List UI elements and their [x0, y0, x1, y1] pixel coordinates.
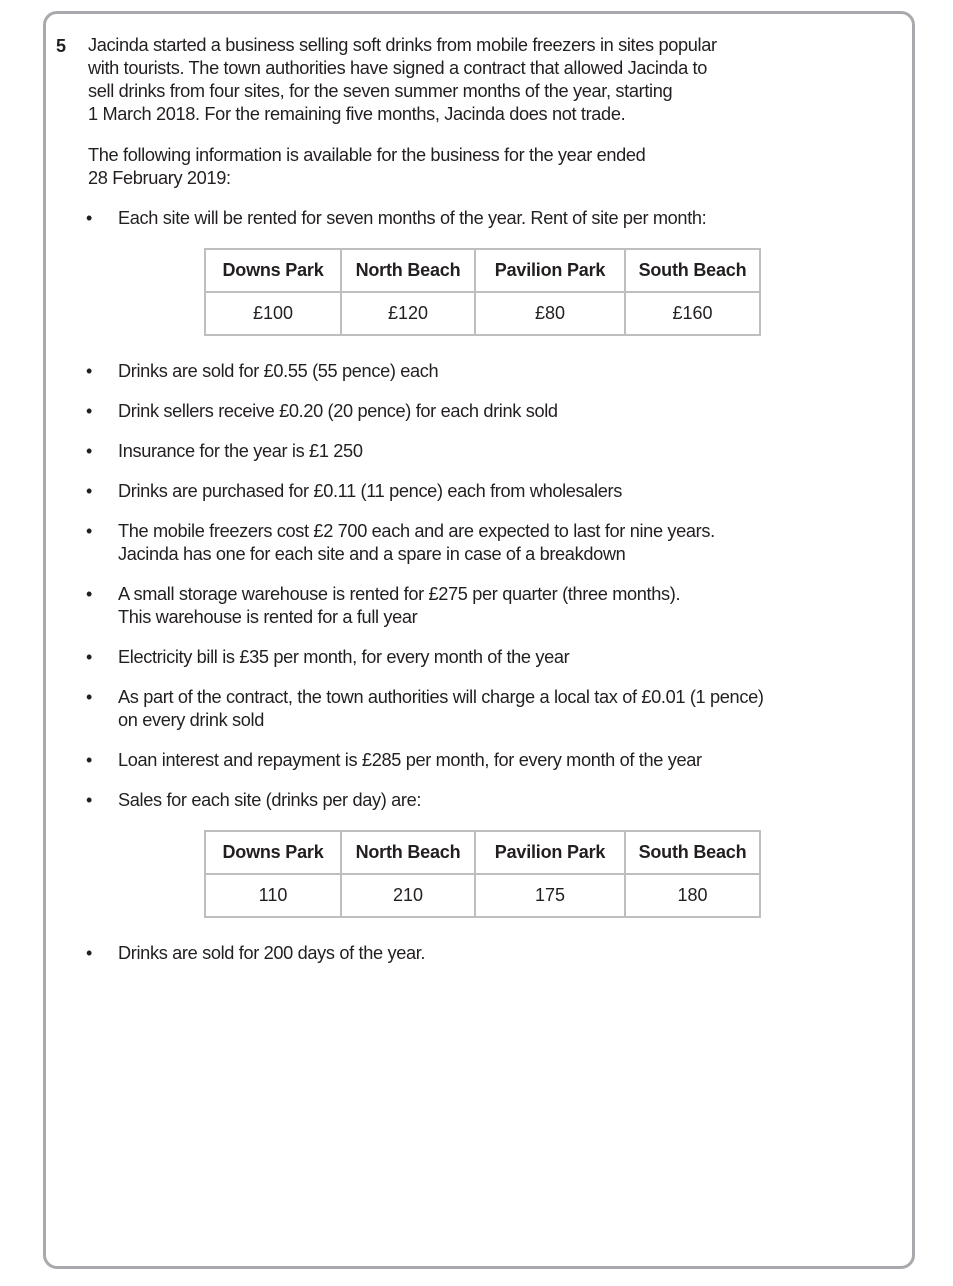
sales-header-pavilion-park: Pavilion Park	[475, 831, 625, 874]
rent-value-downs-park: £100	[205, 292, 341, 335]
bullet-marker: •	[86, 647, 93, 667]
bullet-freezers-line-2: Jacinda has one for each site and a spare in case of a breakdown	[118, 544, 626, 564]
bullet-marker: •	[86, 687, 93, 707]
info-line-2: 28 February 2019:	[88, 168, 231, 188]
rent-table	[204, 248, 761, 336]
sales-header-north-beach: North Beach	[341, 831, 475, 874]
intro-line-3: sell drinks from four sites, for the seven summer months of the year, starting	[88, 81, 673, 101]
bullet-electricity: Electricity bill is £35 per month, for every month of the year	[118, 647, 570, 667]
sales-table	[204, 830, 761, 918]
bullet-marker: •	[86, 943, 93, 963]
bullet-freezers-line-1: The mobile freezers cost £2 700 each and are expected to last for nine years.	[118, 521, 715, 541]
bullet-marker: •	[86, 481, 93, 501]
sales-table-value-row	[205, 874, 760, 917]
sales-value-north-beach: 210	[341, 874, 475, 917]
bullet-insurance: Insurance for the year is £1 250	[118, 441, 363, 461]
rent-table-value-row	[205, 292, 760, 335]
bullet-local-tax-line-2: on every drink sold	[118, 710, 264, 730]
sales-value-pavilion-park: 175	[475, 874, 625, 917]
rent-value-pavilion-park: £80	[475, 292, 625, 335]
rent-header-pavilion-park: Pavilion Park	[475, 249, 625, 292]
bullet-marker: •	[86, 441, 93, 461]
bullet-loan: Loan interest and repayment is £285 per month, for every month of the year	[118, 750, 702, 770]
info-line-1: The following information is available for the business for the year ended	[88, 145, 646, 165]
intro-line-2: with tourists. The town authorities have signed a contract that allowed Jacinda to	[88, 58, 708, 78]
bullet-warehouse-line-1: A small storage warehouse is rented for £275 per quarter (three months).	[118, 584, 681, 604]
sales-value-downs-park: 110	[205, 874, 341, 917]
bullet-marker: •	[86, 361, 93, 381]
intro-line-4: 1 March 2018. For the remaining five months, Jacinda does not trade.	[88, 104, 626, 124]
rent-table-header-row	[205, 249, 760, 292]
bullet-marker: •	[86, 521, 93, 541]
bullet-rent-per-month: Each site will be rented for seven months of the year. Rent of site per month:	[118, 208, 707, 228]
question-number: 5	[56, 36, 67, 56]
sales-header-south-beach: South Beach	[625, 831, 760, 874]
bullet-sale-price: Drinks are sold for £0.55 (55 pence) each	[118, 361, 439, 381]
bullet-seller-commission: Drink sellers receive £0.20 (20 pence) for each drink sold	[118, 401, 558, 421]
bullet-marker: •	[86, 750, 93, 770]
bullet-marker: •	[86, 584, 93, 604]
rent-header-south-beach: South Beach	[625, 249, 760, 292]
rent-header-downs-park: Downs Park	[205, 249, 341, 292]
rent-value-south-beach: £160	[625, 292, 760, 335]
bullet-purchase-cost: Drinks are purchased for £0.11 (11 pence) each from wholesalers	[118, 481, 622, 501]
bullet-warehouse-line-2: This warehouse is rented for a full year	[118, 607, 418, 627]
sales-value-south-beach: 180	[625, 874, 760, 917]
rent-value-north-beach: £120	[341, 292, 475, 335]
intro-line-1: Jacinda started a business selling soft drinks from mobile freezers in sites popular	[88, 35, 717, 55]
bullet-trading-days: Drinks are sold for 200 days of the year.	[118, 943, 426, 963]
bullet-marker: •	[86, 790, 93, 810]
rent-header-north-beach: North Beach	[341, 249, 475, 292]
bullet-sales-per-site: Sales for each site (drinks per day) are:	[118, 790, 422, 810]
bullet-marker: •	[86, 208, 93, 228]
sales-table-header-row	[205, 831, 760, 874]
sales-header-downs-park: Downs Park	[205, 831, 341, 874]
bullet-marker: •	[86, 401, 93, 421]
question-frame	[43, 11, 915, 1269]
bullet-local-tax-line-1: As part of the contract, the town authorities will charge a local tax of £0.01 (1 pence)	[118, 687, 764, 707]
